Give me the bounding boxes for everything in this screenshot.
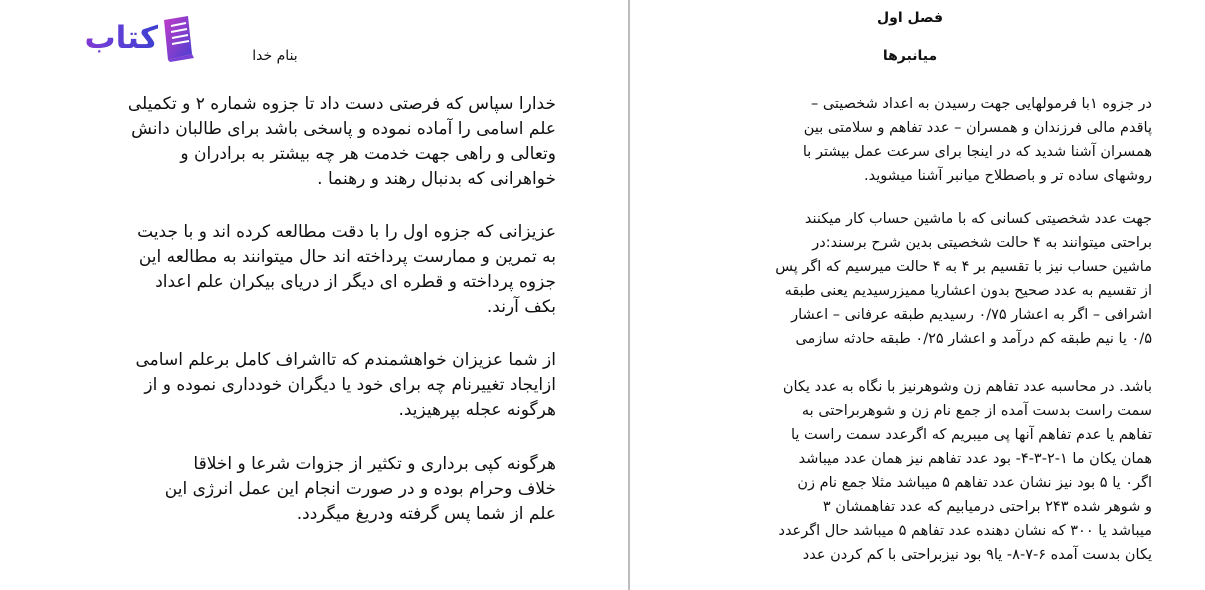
text-line: وتعالی و راهی جهت خدمت هر چه بیشتر به برادران و [180,144,556,164]
text-line: خلاف وحرام بوده و در صورت انجام این عمل انرژی این [164,479,556,499]
text-line: ۰/۵ یا نیم طبقه کم درآمد و اعشار ۰/۲۵ طبقه حادثه سازمی [795,331,1152,347]
text-line: علم اسامی را آماده نموده و پاسخی باشد برای طالبان دانش [131,119,556,139]
paragraph-3 [78,348,556,423]
text-line: جزوه پرداخته و قطره ای دیگر از دریای بیکران علم اعداد [155,272,556,292]
paragraph-1 [718,92,1152,188]
text-line: خدارا سپاس که فرصتی دست داد تا جزوه شماره ۲ و تکمیلی [127,94,556,114]
paragraph-4 [78,452,556,527]
text-line: اگر۰ یا ۵ بود نیز نشان عدد تفاهم ۵ میباشد مثلا جمع نام زن [797,475,1152,491]
text-line: ازایجاد تغییرنام چه برای خود یا دیگران خودداری نموده و از [144,375,556,395]
text-line: در جزوه ۱با فرمولهایی جهت رسیدن به اعداد شخصیتی – [810,96,1152,112]
chapter-heading: فصل اول [877,10,943,26]
logo-text: کتاب سل [40,16,158,60]
text-line: سمت راست بدست آمده از جمع نام زن و شوهربراحتی به [801,403,1152,419]
section-heading: میانبرها [882,48,938,64]
text-line: هرگونه کپی برداری و تکثیر از جزوات شرعا و اخلاقا [193,454,556,474]
text-line: خواهرانی که بدنبال رهند و رهنما . [317,169,556,189]
page-title: بنام خدا [252,48,298,64]
book-icon [158,14,198,62]
text-line: و شوهر شده ۲۴۳ براحتی درمیابیم که عدد تفاهمشان ۳ [822,499,1152,515]
text-line: همان یکان ما ۱-۲-۳-۴- بود عدد تفاهم نیز همان عدد میباشد [798,451,1152,467]
text-line: اشرافی – اگر به اعشار ۰/۷۵ رسیدیم طبقه عرفانی – اعشار [791,307,1152,323]
text-line: میباشد یا ۳۰۰ که نشان دهنده عدد تفاهم ۵ میباشد حال اگرعدد [778,523,1152,539]
site-logo[interactable] [40,12,200,100]
paragraph-3 [718,375,1152,567]
text-line: همسران آشنا شدید که در اینجا برای سرعت عمل بیشتر با [802,144,1152,160]
text-line: پاقدم مالی فرزندان و همسران – عدد تفاهم و سلامتی بین [803,120,1152,136]
text-line: روشهای ساده تر و باصطلاح میانبر آشنا میشوید. [864,168,1152,184]
paragraph-1 [78,92,556,192]
text-line: ماشین حساب نیز با تقسیم بر ۴ به ۴ حالت میرسیم که اگر پس [775,259,1152,275]
text-line: براحتی میتوانند به ۴ حالت شخصیتی بدین شرح برسند:در [812,235,1152,251]
text-line: از شما عزیزان خواهشمندم که تااشراف کامل برعلم اسامی [135,350,556,370]
text-line: هرگونه عجله بپرهیزید. [398,400,556,420]
text-line: یکان بدست آمده ۶-۷-۸- یا۹ بود نیزبراحتی با کم کردن عدد [802,547,1152,563]
text-line: جهت عدد شخصیتی کسانی که با ماشین حساب کار میکنند [804,211,1152,227]
text-line: بکف آرند. [486,297,556,317]
text-line: باشد. در محاسبه عدد تفاهم زن وشوهرنیز با نگاه به عدد یکان [782,379,1152,395]
paragraph-2 [718,207,1152,351]
paragraph-2 [78,220,556,320]
text-line: به تمرین و ممارست پرداخته اند حال میتوانند به مطالعه این [138,247,556,267]
text-line: از تقسیم به عدد صحیح بدون اعشاریا ممیزرسیدیم یعنی طبقه [784,283,1152,299]
text-line: علم از شما پس گرفته ودریغ میگردد. [296,504,556,524]
text-line: تفاهم یا عدم تفاهم آنها پی میبریم که اگرعدد سمت راست یا [790,427,1152,443]
text-line: عزیزانی که جزوه اول را با دقت مطالعه کرده اند و با جدیت [137,222,556,242]
